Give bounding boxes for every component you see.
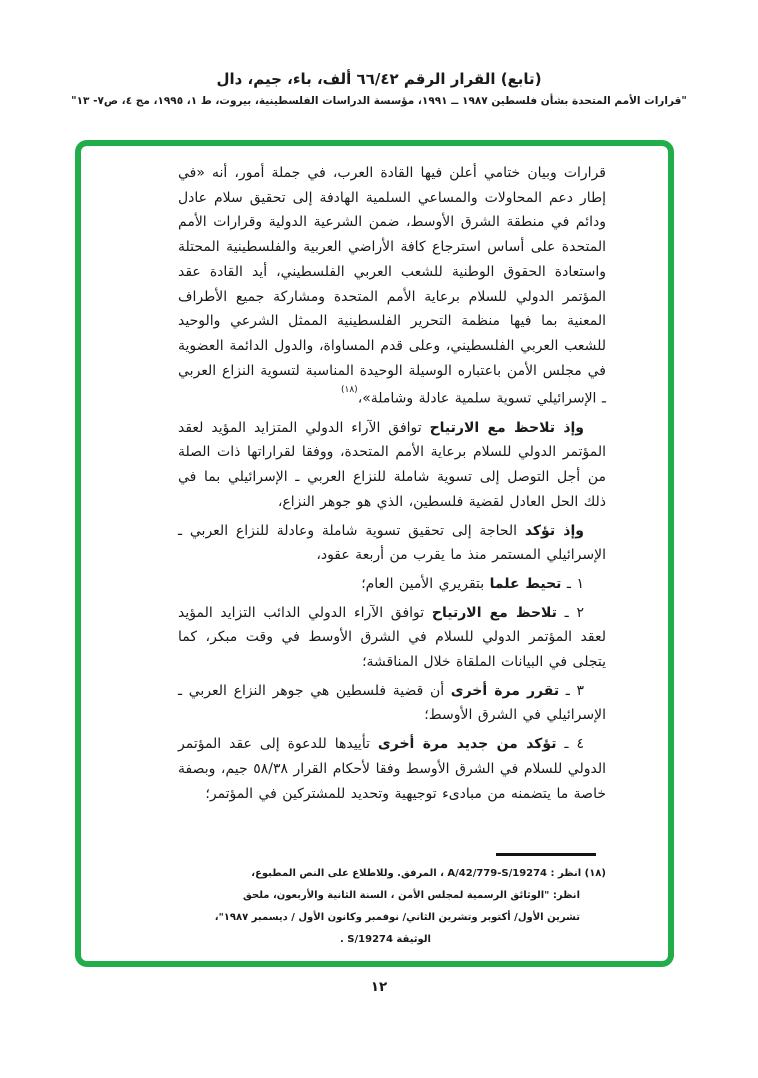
item-number: ٣ ـ [559, 682, 584, 699]
paragraph-text: قرارات وبيان ختامي أعلن فيها القادة العرب، في جملة أمور، أنه «في إطار دعم المحاولات والمساعي السلمية الهادفة إلى تحقيق سلام عادل ودائم في منطقة الشرق الأوسط، ضمن الشرعية الدولية وقرارات الأمم المتحدة على أساس استرجاع كافة الأراضي العربية والفلسطينية المحتلة واستعادة الحقوق الوطنية للشعب العربي الفلسطيني، أيد القادة عقد المؤتمر الدولي للسلام برعاية الأمم المتحدة ومشاركة جميع الأطراف المعنية بما فيها منظمة التحرير الفلسطينية الممثل الشرعي والوحيد للشعب العربي الفلسطيني، وعلى قدم المساواة، والدول الدائمة العضوية في مجلس الأمن باعتباره الوسيلة الوحيدة المناسبة لتسوية النزاع العربي ـ الإسرائيلي تسوية سلمية عادلة وشاملة»، [178, 165, 606, 407]
paragraph-lead: تقرر مرة أخرى [450, 682, 560, 699]
footnote-area [178, 853, 606, 951]
footnote-line: الوثيقة S/19274 . [340, 934, 431, 945]
paragraph-text: تأييدها للدعوة إلى عقد المؤتمر الدولي للسلام في الشرق الأوسط وفقا لأحكام القرار ٥٨/٣٨ جيم، وبصفة خاصة ما يتضمنه من مبادىء توجيهية وتحديد للمشتركين في المؤتمر؛ [178, 736, 606, 802]
footnote-reference: (١٨) [340, 385, 358, 396]
paragraph-lead: تحيط علما [489, 575, 562, 592]
paragraph-operative-2 [178, 601, 606, 675]
footnote-separator [496, 853, 596, 856]
item-number: ٤ ـ [556, 736, 584, 753]
content-border-box [75, 140, 674, 967]
paragraph-preamble-1 [178, 161, 606, 412]
resolution-text [178, 161, 606, 810]
paragraph-lead: وإذ تؤكد [524, 522, 584, 539]
paragraph-preamble-3 [178, 519, 606, 568]
paragraph-preamble-2 [178, 416, 606, 515]
page-header [0, 70, 758, 107]
paragraph-operative-3 [178, 679, 606, 728]
paragraph-lead: تلاحظ مع الارتياح [431, 604, 557, 621]
paragraph-text: الحاجة إلى تحقيق تسوية شاملة وعادلة للنزاع العربي ـ الإسرائيلي المستمر منذ ما يقرب من أربعة عقود، [178, 522, 606, 564]
paragraph-operative-4 [178, 732, 606, 806]
item-number: ٢ ـ [556, 604, 584, 621]
item-number: ١ ـ [561, 575, 584, 592]
paragraph-text: توافق الآراء الدولي الدائب التزايد المؤيد لعقد المؤتمر الدولي للسلام في الشرق الأوسط في وقت مبكر، كما يتجلى في البيانات الملقاة خلال المناقشة؛ [178, 604, 606, 671]
footnote [178, 863, 606, 951]
footnote-line: تشرين الأول/ أكتوبر وتشرين الثاني/ نوفمبر وكانون الأول / ديسمبر ١٩٨٧"، [214, 912, 580, 923]
paragraph-text: توافق الآراء الدولي المتزايد المؤيد لعقد المؤتمر الدولي للسلام برعاية الأمم المتحدة، ووفقا لقراراتها ذات الصلة من أجل التوصل إلى تسوية شاملة للنزاع العربي ـ الإسرائيلي بما في ذلك الحل العادل لقضية فلسطين، الذي هو جوهر النزاع، [178, 419, 606, 510]
footnote-line: انظر: "الوثائق الرسمية لمجلس الأمن ، السنة الثانية والأربعون، ملحق [242, 890, 580, 901]
page-number: ١٢ [370, 979, 388, 995]
source-citation: "قرارات الأمم المتحدة بشأن فلسطين ١٩٨٧ ــ ١٩٩١، مؤسسة الدراسات الفلسطينية، بيروت، ط ١، ١٩٩٥، مج ٤، ص٧- ١٣" [71, 95, 687, 107]
paragraph-lead: وإذ تلاحظ مع الارتياح [429, 419, 584, 436]
paragraph-lead: تؤكد من جديد مرة أخرى [377, 736, 557, 753]
paragraph-operative-1 [178, 572, 606, 597]
paragraph-text: بتقريري الأمين العام؛ [361, 575, 490, 592]
resolution-title: (تابع) القرار الرقم ٦٦/٤٢ ألف، باء، جيم، دال [216, 70, 542, 88]
footnote-line: (١٨) انظر : A/42/779-S/19274 ، المرفق. وللاطلاع على النص المطبوع، [251, 868, 606, 879]
paragraph-text: أن قضية فلسطين هي جوهر النزاع العربي ـ الإسرائيلي في الشرق الأوسط؛ [178, 682, 606, 724]
